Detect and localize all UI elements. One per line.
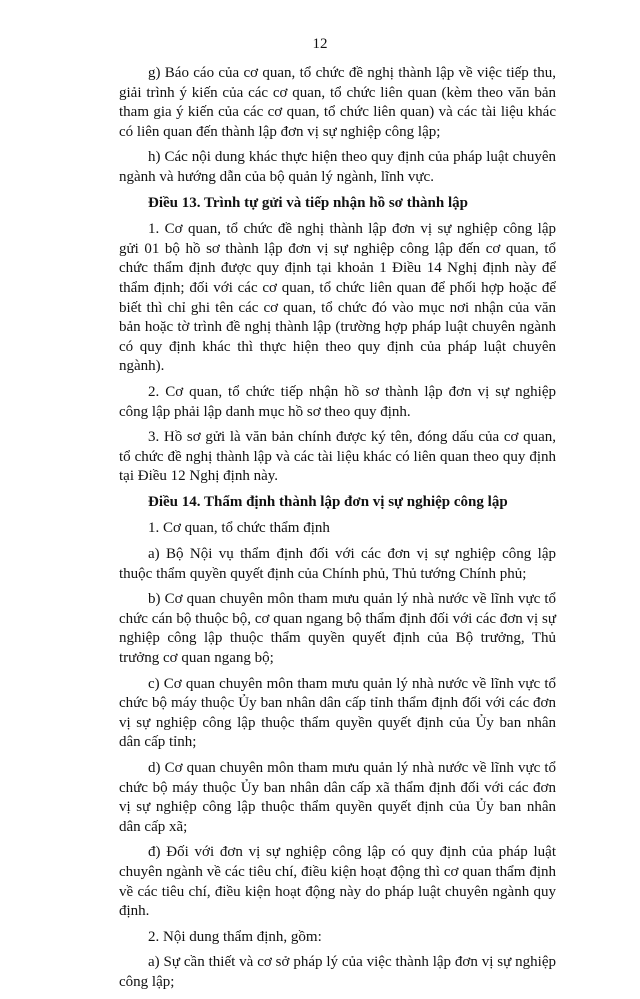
article-13-clause-2: 2. Cơ quan, tổ chức tiếp nhận hồ sơ thành lập đơn vị sự nghiệp công lập phải lập danh mục hồ sơ theo quy định. [119, 383, 556, 420]
article-13-clause-1: 1. Cơ quan, tổ chức đề nghị thành lập đơn vị sự nghiệp công lập gửi 01 bộ hồ sơ thành lập đơn vị sự nghiệp công lập đến cơ quan, tổ chức thẩm định được quy định tại khoản 1 Điều 14 Nghị định này để thẩm định; đối với các cơ quan, tổ chức liên quan để phối hợp hoặc để biết thì chỉ ghi tên các cơ quan, tổ chức đó vào mục nơi nhận của văn bản hoặc tờ trình đề nghị thành lập (trường hợp pháp luật chuyên ngành có quy định khác thì thực hiện theo quy định của pháp luật chuyên ngành). [119, 221, 556, 375]
article-14-point-b: b) Cơ quan chuyên môn tham mưu quản lý nhà nước về lĩnh vực tổ chức cán bộ thuộc bộ, cơ quan ngang bộ thẩm định đối với các đơn vị sự nghiệp công lập thuộc thẩm quyền quyết định của Bộ trưởng, Thủ trưởng cơ quan ngang bộ; [119, 591, 556, 667]
article-14-point-c: c) Cơ quan chuyên môn tham mưu quản lý nhà nước về lĩnh vực tổ chức bộ máy thuộc Ủy ban nhân dân cấp tỉnh thẩm định đối với các đơn vị sự nghiệp công lập thuộc thẩm quyền quyết định của Ủy ban nhân dân cấp tỉnh; [119, 675, 556, 751]
article-13-clause-3: 3. Hồ sơ gửi là văn bản chính được ký tên, đóng dấu của cơ quan, tổ chức đề nghị thành lập và các tài liệu khác có liên quan theo quy định tại Điều 12 Nghị định này. [119, 429, 556, 485]
article-13-heading: Điều 13. Trình tự gửi và tiếp nhận hồ sơ thành lập [148, 194, 469, 211]
paragraph-g: g) Báo cáo của cơ quan, tổ chức đề nghị thành lập về việc tiếp thu, giải trình ý kiến của các cơ quan, tổ chức liên quan (kèm theo văn bản tham gia ý kiến của các cơ quan, tổ chức liên quan) và các tài liệu khác có liên quan đến thành lập đơn vị sự nghiệp công lập; [119, 65, 556, 140]
article-14-point-a: a) Bộ Nội vụ thẩm định đối với các đơn vị sự nghiệp công lập thuộc thẩm quyền quyết định của Chính phủ, Thủ tướng Chính phủ; [119, 546, 556, 582]
article-14-clause-2: 2. Nội dung thẩm định, gồm: [148, 928, 322, 945]
page-number: 12 [312, 36, 328, 52]
article-14-clause-2-point-a: a) Sự cần thiết và cơ sở pháp lý của việc thành lập đơn vị sự nghiệp công lập; [119, 954, 556, 990]
article-14-heading: Điều 14. Thẩm định thành lập đơn vị sự nghiệp công lập [148, 493, 508, 510]
document-body [119, 64, 556, 999]
article-14-clause-1: 1. Cơ quan, tổ chức thẩm định [148, 520, 330, 537]
paragraph-h: h) Các nội dung khác thực hiện theo quy định của pháp luật chuyên ngành và hướng dẫn của bộ quản lý ngành, lĩnh vực. [119, 149, 556, 185]
article-14-point-dd: đ) Đối với đơn vị sự nghiệp công lập có quy định của pháp luật chuyên ngành về các tiêu chí, điều kiện hoạt động thì cơ quan thẩm định về các tiêu chí, điều kiện hoạt động này do pháp luật chuyên ngành quy định. [119, 844, 556, 920]
article-14-point-d: d) Cơ quan chuyên môn tham mưu quản lý nhà nước về lĩnh vực tổ chức bộ máy thuộc Ủy ban nhân dân cấp xã thẩm định đối với các đơn vị sự nghiệp công lập thuộc thẩm quyền quyết định của Ủy ban nhân dân cấp xã; [119, 760, 556, 835]
